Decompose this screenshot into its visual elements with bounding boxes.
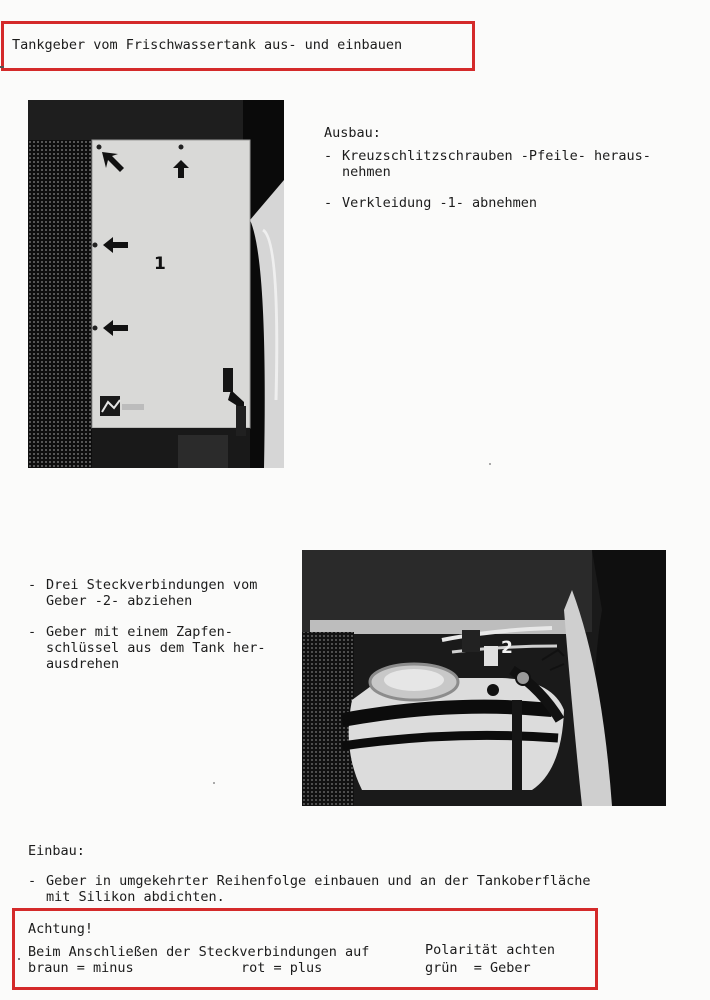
middle-step-2 <box>28 624 298 672</box>
middle-step-1-line2: Geber -2- abziehen <box>46 593 193 609</box>
ausbau-step-1-line2: nehmen <box>342 164 391 180</box>
bullet-dash: - <box>324 195 333 211</box>
warning-heading: Achtung! <box>28 921 94 937</box>
bullet-dash: - <box>324 148 333 164</box>
bullet-dash: - <box>28 873 37 889</box>
bullet-dash: - <box>28 577 37 593</box>
scan-edge-mark <box>0 66 4 68</box>
wire-braun: braun = minus <box>28 960 134 976</box>
middle-step-1-line1: Drei Steckverbindungen vom <box>46 577 258 593</box>
photo-cover-panel-graphic <box>28 100 284 468</box>
photo1-callout-label: 1 <box>154 254 166 274</box>
ausbau-step-2 <box>324 195 704 211</box>
warning-intro: Beim Anschließen der Steckverbindungen auf <box>28 944 370 960</box>
scan-speck <box>213 782 215 784</box>
photo2-callout-label: 2 <box>501 638 513 658</box>
photo-tank-sensor <box>302 550 666 806</box>
wire-rot: rot = plus <box>241 960 323 976</box>
einbau-step-line1: Geber in umgekehrter Reihenfolge einbauen und an der Tankoberfläche <box>46 873 591 889</box>
warning-polarity: Polarität achten <box>425 942 556 958</box>
middle-step-2-line1: Geber mit einem Zapfen- <box>46 624 233 640</box>
page-title: Tankgeber vom Frischwassertank aus- und einbauen <box>12 37 403 53</box>
wire-gruen: grün = Geber <box>425 960 531 976</box>
bullet-dash: - <box>28 624 37 640</box>
photo-cover-panel <box>28 100 284 468</box>
ausbau-step-2-line1: Verkleidung -1- abnehmen <box>342 195 538 211</box>
middle-step-1 <box>28 577 298 609</box>
einbau-heading: Einbau: <box>28 843 85 859</box>
middle-step-2-line2: schlüssel aus dem Tank her- <box>46 640 266 656</box>
ausbau-heading: Ausbau: <box>324 125 381 141</box>
einbau-step-line2: mit Silikon abdichten. <box>46 889 225 905</box>
ausbau-step-1 <box>324 148 704 180</box>
ausbau-step-1-line1: Kreuzschlitzschrauben -Pfeile- heraus- <box>342 148 651 164</box>
middle-step-2-line3: ausdrehen <box>46 656 120 672</box>
photo-tank-sensor-graphic <box>302 550 666 806</box>
scan-speck <box>489 463 491 465</box>
einbau-step <box>28 873 688 905</box>
